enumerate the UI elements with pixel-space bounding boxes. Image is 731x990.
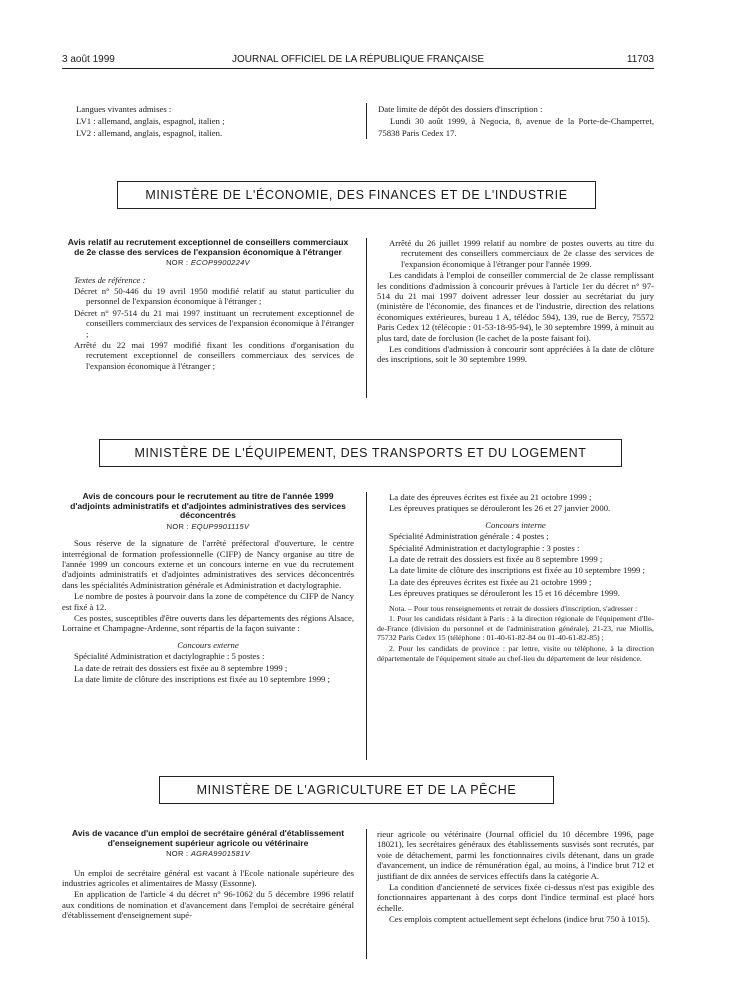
languages-heading: Langues vivantes admises : xyxy=(76,104,172,114)
avis2-title: Avis de concours pour le recrutement au titre de l'année 1999 d'adjoints administratifs et d'adjointes administratives des services déconcentrés xyxy=(70,491,346,521)
paragraph: Le nombre de postes à pourvoir dans la zone de compétence du CIFP de Nancy est fixé à 12. xyxy=(62,591,354,612)
column-divider xyxy=(366,103,367,139)
paragraph: Les épreuves pratiques se dérouleront les 15 et 16 décembre 1999. xyxy=(389,588,620,599)
header-journal-title: JOURNAL OFFICIEL DE LA RÉPUBLIQUE FRANÇAISE xyxy=(231,54,485,65)
header-rule xyxy=(62,68,654,69)
reference-item: Arrêté du 22 mai 1997 modifié fixant les conditions d'organisation du recrutement exceptionnel de conseillers commerciaux des services de l'expansion économique à l'étranger ; xyxy=(74,340,354,371)
ministry-heading-agriculture: MINISTÈRE DE L'AGRICULTURE ET DE LA PÊCHE xyxy=(159,776,554,804)
column-divider xyxy=(366,492,367,760)
avis3-title: Avis de vacance d'un emploi de secrétaire général d'établissement d'enseignement supérieur agricole ou vétérinaire xyxy=(71,828,345,848)
column-divider xyxy=(366,238,367,398)
nor-label: NOR : xyxy=(166,849,189,859)
paragraph: La date de retrait des dossiers est fixée au 8 septembre 1999 ; xyxy=(74,662,288,673)
nota-text: Nota. – Pour tous renseignements et retrait de dossiers d'inscription, s'adresser : xyxy=(389,603,638,613)
paragraph: En application de l'article 4 du décret n° 96-1062 du 5 décembre 1996 relatif aux conditions de nomination et d'avancement dans l'emploi de secrétaire général d'établissement d'enseignement supé- xyxy=(62,889,354,921)
paragraph: Les épreuves pratiques se dérouleront les 26 et 27 janvier 2000. xyxy=(389,503,611,514)
nor-label: NOR : xyxy=(166,258,189,268)
avis2-left-column xyxy=(62,492,354,685)
languages-lv2: LV2 : allemand, anglais, espagnol, italien. xyxy=(76,128,223,138)
column-divider xyxy=(366,829,367,959)
paragraph: Ces postes, susceptibles d'être ouverts dans les départements des régions Alsace, Lorraine et Champagne-Ardenne, sont répartis de la façon suivante : xyxy=(62,613,354,634)
top-right-block xyxy=(378,103,654,139)
header-page-number: 11703 xyxy=(626,54,654,65)
avis1-title: Avis relatif au recrutement exceptionnel de conseillers commerciaux de 2e classe des services de l'expansion économique à l'étranger xyxy=(67,237,349,257)
avis2-right-column xyxy=(377,492,654,664)
avis3-left-column xyxy=(62,829,354,922)
reference-item: Arrêté du 26 juillet 1999 relatif au nombre de postes ouverts au titre du recrutement des conseillers commerciaux de 2e classe des services de l'expansion économique à l'étranger pour l'année 1999. xyxy=(389,238,654,269)
nor-code: ECOP9900224V xyxy=(190,258,250,268)
top-left-block xyxy=(76,103,346,139)
paragraph: Spécialité Administration et dactylographie : 5 postes : xyxy=(74,651,265,662)
avis1-right-column xyxy=(377,238,654,366)
paragraph: Sous réserve de la signature de l'arrêté préfectoral d'ouverture, le centre interrégional de formation professionnelle (CIFP) de Nancy organise au titre de l'année 1999 un concours externe et un concours interne en vue du recrutement d'adjoints administratifs et d'adjointes administratives des services déconcentrés dans les spécialités Administration générale et Administration et dactylographie. xyxy=(62,538,354,590)
deadline-text: Lundi 30 août 1999, à Negocia, 8, avenue de la Porte-de-Champerret, 75838 Paris Cedex 17. xyxy=(378,116,654,138)
paragraph: La date des épreuves écrites est fixée au 21 octobre 1999 ; xyxy=(389,492,592,502)
paragraph: La date limite de clôture des inscriptions est fixée au 10 septembre 1999 ; xyxy=(389,565,645,576)
paragraph: La date limite de clôture des inscriptions est fixée au 10 septembre 1999 ; xyxy=(74,674,330,685)
paragraph: Les conditions d'admission à concourir sont appréciées à la date de clôture des inscriptions, soit le 30 septembre 1999. xyxy=(377,344,654,365)
reference-item: Décret n° 50-446 du 19 avril 1950 modifié relatif au statut particulier du personnel de l'expansion économique à l'étranger ; xyxy=(74,286,354,307)
avis1-left-column xyxy=(62,238,354,372)
deadline-heading: Date limite de dépôt des dossiers d'inscription : xyxy=(378,104,543,114)
paragraph: La date des épreuves écrites est fixée au 21 octobre 1999 ; xyxy=(389,576,592,587)
header-date: 3 août 1999 xyxy=(62,54,115,65)
paragraph: Un emploi de secrétaire général est vacant à l'Ecole nationale supérieure des industries agricoles et alimentaires de Massy (Essonne). xyxy=(62,867,354,888)
paragraph: La date de retrait des dossiers est fixée au 8 septembre 1999 ; xyxy=(389,554,603,565)
paragraph: Spécialité Administration et dactylographie : 3 postes : xyxy=(389,542,580,553)
nor-code: EQUP9901115V xyxy=(191,521,250,531)
paragraph: rieur agricole ou vétérinaire (Journal officiel du 10 décembre 1996, page 18021), les secrétaires généraux des établissements susvisés sont recrutés, par voie de détachement, parmi les fonctionnaires civils détenant, dans un grade d'avancement, un indice de rémunération égal, au moins, à l'indice brut 712 et justifiant de dix années de services effectifs dans la catégorie A. xyxy=(377,829,654,881)
avis1-nor xyxy=(62,258,354,268)
concours-externe-heading: Concours externe xyxy=(177,639,239,650)
reference-item: Décret n° 97-514 du 21 mai 1997 instituant un recrutement exceptionnel de conseillers commerciaux des services de l'expansion économique à l'étranger ; xyxy=(74,307,354,339)
paragraph: La condition d'ancienneté de services fixée ci-dessus n'est pas exigible des fonctionnaires appartenant à des corps dont l'indice terminal est placé hors échelle. xyxy=(377,882,654,913)
paragraph: Les candidats à l'emploi de conseiller commercial de 2e classe remplissant les conditions d'admission à concourir prévues à l'article 1er du décret n° 97-514 du 21 mai 1997 doivent adresser leur dossier au secrétariat du jury (ministère de l'économie, des finances et de l'industrie, direction des relations économiques extérieures, bureau 1 A, télédoc 594), 139, rue de Bercy, 75572 Paris Cedex 12 (télécopie : 01-53-18-95-94), le 30 septembre 1999, à minuit au plus tard, date de forclusion (le cachet de la poste faisant foi). xyxy=(377,270,654,343)
avis2-nor xyxy=(62,522,354,532)
references-heading: Textes de référence : xyxy=(74,274,146,285)
ministry-heading-economie: MINISTÈRE DE L'ÉCONOMIE, DES FINANCES ET DE L'INDUSTRIE xyxy=(117,181,596,209)
languages-lv1: LV1 : allemand, anglais, espagnol, italien ; xyxy=(76,116,225,126)
nor-code: AGRA9901581V xyxy=(190,849,250,859)
avis3-nor xyxy=(62,849,354,859)
nota-item: 2. Pour les candidats de province : par lettre, visite ou téléphone, à la direction départementale de l'équipement située au chef-lieu du département de leur résidence. xyxy=(377,644,654,663)
nota-item: 1. Pour les candidats résidant à Paris : à la direction régionale de l'équipement d'Ile-de-France (division du personnel et de l'administration générale), 21-23, rue Miollis, 75732 Paris Cedex 15 (téléphone : 01-40-61-82-84 ou 01-40-61-82-85) ; xyxy=(377,614,654,643)
ministry-heading-equipement: MINISTÈRE DE L'ÉQUIPEMENT, DES TRANSPORTS ET DU LOGEMENT xyxy=(99,439,622,467)
paragraph: Spécialité Administration générale : 4 postes ; xyxy=(389,531,549,542)
avis3-right-column xyxy=(377,829,654,926)
nor-label: NOR : xyxy=(166,521,189,531)
concours-interne-heading: Concours interne xyxy=(485,519,546,530)
paragraph: Ces emplois comptent actuellement sept échelons (indice brut 750 à 1015). xyxy=(389,914,650,925)
